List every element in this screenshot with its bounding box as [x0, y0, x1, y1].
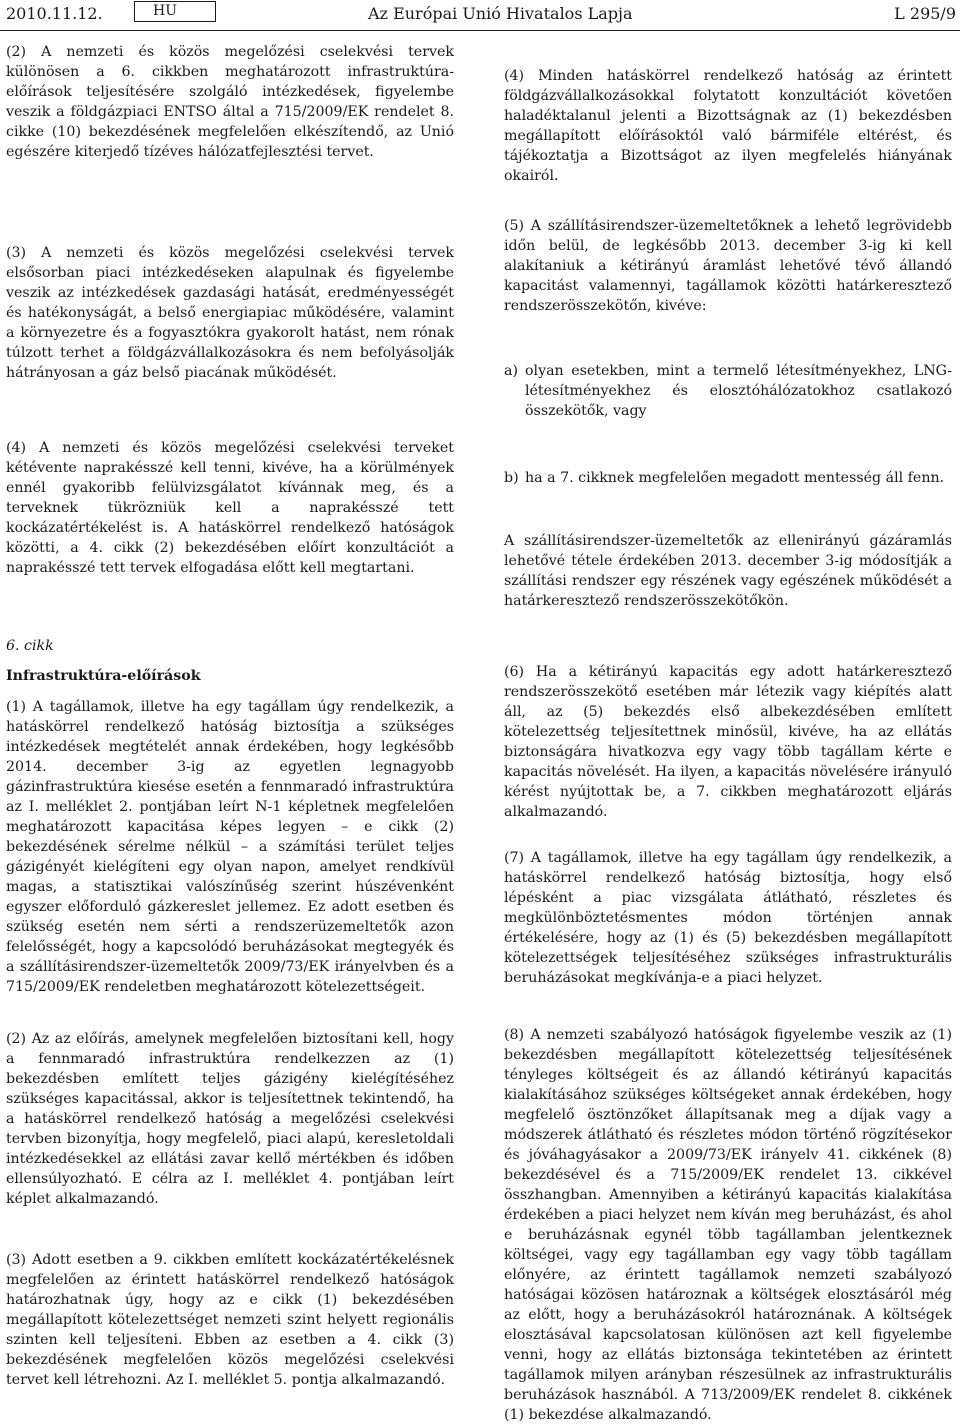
paragraph-6-6: (6) Ha a kétirányú kapacitás egy adott határkeresztező rendszerösszekötő esetében már létezik vagy kiépítés alatt áll, az (5) bekezdés első albekezdésében említett kötelezettség teljesítettnek minősül, kivéve, ha az ellátás biztonságára hivatkozva egy vagy több tagállam kérte e kapacitás növelését. Ha ilyen, a kapacitás növelésére irányuló kérést nyújtottak be, a 7. cikkben meghatározott eljárás alkalmazandó. [504, 664, 952, 820]
publication-date: 2010.11.12. [6, 4, 103, 23]
paragraph-6-3: (3) Adott esetben a 9. cikkben említett kockázatértékelésnek megfelelően az érintett hatáskörrel rendelkező hatóságok határozhatnak úgy, hogy az e cikk (1) bekezdésében megállapított kötelezettséget nemzeti szint helyett regionális szinten kell teljesíteni. Ebben az esetben a 4. cikk (3) bekezdésének megfelelően közös megelőzési cselekvési tervet kell létrehozni. Az I. melléklet 5. pontja alkalmazandó. [6, 1252, 454, 1388]
article-number: 6. cikk [6, 638, 54, 654]
paragraph-6-8: (8) A nemzeti szabályozó hatóságok figyelembe veszik az (1) bekezdésben megállapított kötelezettség teljesítésének tényleges költségeit és az állandó kétirányú kapacitás kialakításához szükséges költségeket annak érdekében, hogy megfelelő ösztönzőket állapítsanak meg a díjak vagy a módszerek átlátható és részletes módon történő rögzítésekor és jóváhagyásakor a 2009/73/EK irányelv 41. cikkének (8) bekezdésével és a 715/2009/EK rendelet 13. cikkével összhangban. Amennyiben a kétirányú kapacitás kialakítása érdekében a piaci helyzet nem kíván meg beruházást, és ahol e beruházásnak egynél több tagállamban jelentkeznek költségei, vagy egy tagállamban egy vagy több tagállam előnyére, az érintett tagállamok nemzeti szabályozó hatóságai közösen határoznak a költségek elosztásáról még az előtt, hogy a beruházásokról határoznának. A költségek elosztásával kapcsolatosan különösen azt kell figyelembe venni, hogy az ellátás biztonsága tekintetében az érintett tagállamok milyen arányban részesülnek az infrastrukturális beruházások hasznából. A 713/2009/EK rendelet 8. cikkének (1) bekezdése alkalmazandó. [504, 1027, 952, 1423]
paragraph-5-3: (3) A nemzeti és közös megelőzési cselekvési tervek elsősorban piaci intézkedéseken alapulnak és figyelembe veszik az intézkedések gazdasági hatását, eredményességét és hatékonyságát, a belső energiapiac működésére, valamint a környezetre és a fogyasztókra gyakorolt hatást, nem rónak túlzott terhet a földgázvállalkozásokra és nem befolyásolják hátrányosan a gáz belső piacának működését. [6, 245, 454, 381]
page-header [0, 0, 960, 32]
list-text-b: ha a 7. cikknek megfelelően megadott mentesség áll fenn. [525, 470, 945, 486]
page-number: L 295/9 [894, 4, 956, 23]
journal-title: Az Európai Unió Hivatalos Lapja [368, 4, 633, 23]
list-marker-b: b) [504, 470, 519, 486]
paragraph-6-4: (4) Minden hatáskörrel rendelkező hatóság az érintett földgázvállalkozásokkal folytatott konzultációt követően haladéktalanul jelenti a Bizottságnak az (1) bekezdésben megállapított előírásoktól való bármiféle eltérést, és tájékoztatja a Bizottságot az ilyen megfelelés hiányának okairól. [504, 68, 952, 184]
list-text-a: olyan esetekben, mint a termelő létesítményekhez, LNG-létesítményekhez és elosztóhálózatokhoz csatlakozó összekötők, vagy [525, 363, 952, 419]
paragraph-5-2: (2) A nemzeti és közös megelőzési cselekvési tervek különösen a 6. cikkben meghatározott infrastruktúra-előírások teljesítésére szolgáló intézkedések, figyelembe veszik a földgázpiaci ENTSO által a 715/2009/EK rendelet 8. cikke (10) bekezdésének megfelelően elkészítendő, az Unió egészére kiterjedő tízéves hálózatfejlesztési tervet. [6, 44, 454, 160]
language-badge: HU [134, 1, 216, 22]
paragraph-6-7: (7) A tagállamok, illetve ha egy tagállam úgy rendelkezik, a hatáskörrel rendelkező hatóság biztosítja, hogy első lépésként a piac vizsgálata átlátható, részletes és megkülönböztetésmentes módon történjen annak értékelésére, hogy az (1) és (5) bekezdésben megállapított kötelezettségek teljesítéséhez szükséges infrastrukturális beruházásokat megkívánja-e a piaci helyzet. [504, 850, 952, 986]
paragraph-6-5: (5) A szállításirendszer-üzemeltetőknek a lehető legrövidebb időn belül, de legkésőbb 2013. december 3-ig ki kell alakítaniuk a kétirányú áramlást lehetővé tévő állandó kapacitást valamennyi, tagállamok közötti határkeresztező rendszerösszekötőn, kivéve: [504, 218, 952, 314]
list-item-a [504, 361, 952, 421]
paragraph-6-5-continued: A szállításirendszer-üzemeltetők az ellenirányú gázáramlás lehetővé tétele érdekében 2013. december 3-ig módosítják a szállítási rendszer egy részének vagy egészének működését a határkeresztező rendszerösszekötőkön. [504, 533, 952, 609]
paragraph-6-2: (2) Az az előírás, amelynek megfelelően biztosítani kell, hogy a fennmaradó infrastruktúra rendelkezzen az (1) bekezdésben említett teljes gázigény kielégítéséhez szükséges kapacitással, akkor is teljesítettnek tekintendő, ha a hatáskörrel rendelkező hatóság a megelőzési cselekvési tervben bizonyítja, hogy megfelelő, piaci alapú, keresletoldali intézkedésekkel az ellátási zavar kellő mértékben és időben ellensúlyozható. E célra az I. melléklet 4. pontjában leírt képlet alkalmazandó. [6, 1031, 454, 1207]
list-marker-a: a) [504, 363, 518, 379]
list-item-b [504, 468, 952, 488]
header-rule [0, 30, 960, 31]
article-title: Infrastruktúra-előírások [6, 668, 201, 684]
paragraph-5-4: (4) A nemzeti és közös megelőzési cselekvési terveket kétévente naprakésszé kell tenni, kivéve, ha a körülmények ennél gyakoribb felülvizsgálatot kívánnak meg, és a terveknek tükrözniük kell a naprakésszé tett kockázatértékelést is. A hatáskörrel rendelkező hatóságok közötti, a 4. cikk (2) bekezdésében előírt konzultációt a naprakésszé tett tervek elfogadása előtt kell megtartani. [6, 440, 454, 576]
paragraph-6-1: (1) A tagállamok, illetve ha egy tagállam úgy rendelkezik, a hatáskörrel rendelkező hatóság biztosítja a szükséges intézkedések megtételét annak érdekében, hogy legkésőbb 2014. december 3-ig az egyetlen legnagyobb gázinfrastruktúra kiesése esetén a fennmaradó infrastruktúra az I. melléklet 2. pontjában leírt N-1 képletnek megfelelően meghatározott kapacitása képes legyen – e cikk (2) bekezdésének sérelme nélkül – a számítási terület teljes gázigényét kielégíteni egy olyan napon, amelyet rendkívül magas, a statisztikai valószínűség szerint húszévenként egyszer előforduló gázkereslet jellemez. Ez adott esetben és szükség esetén nem sérti a rendszerüzemeltetők azon felelősségét, hogy a kapcsolódó beruházásokat megtegyék és a szállításirendszer-üzemeltetők 2009/73/EK irányelvben és a 715/2009/EK rendeletben meghatározott kötelezettségeit. [6, 699, 454, 995]
